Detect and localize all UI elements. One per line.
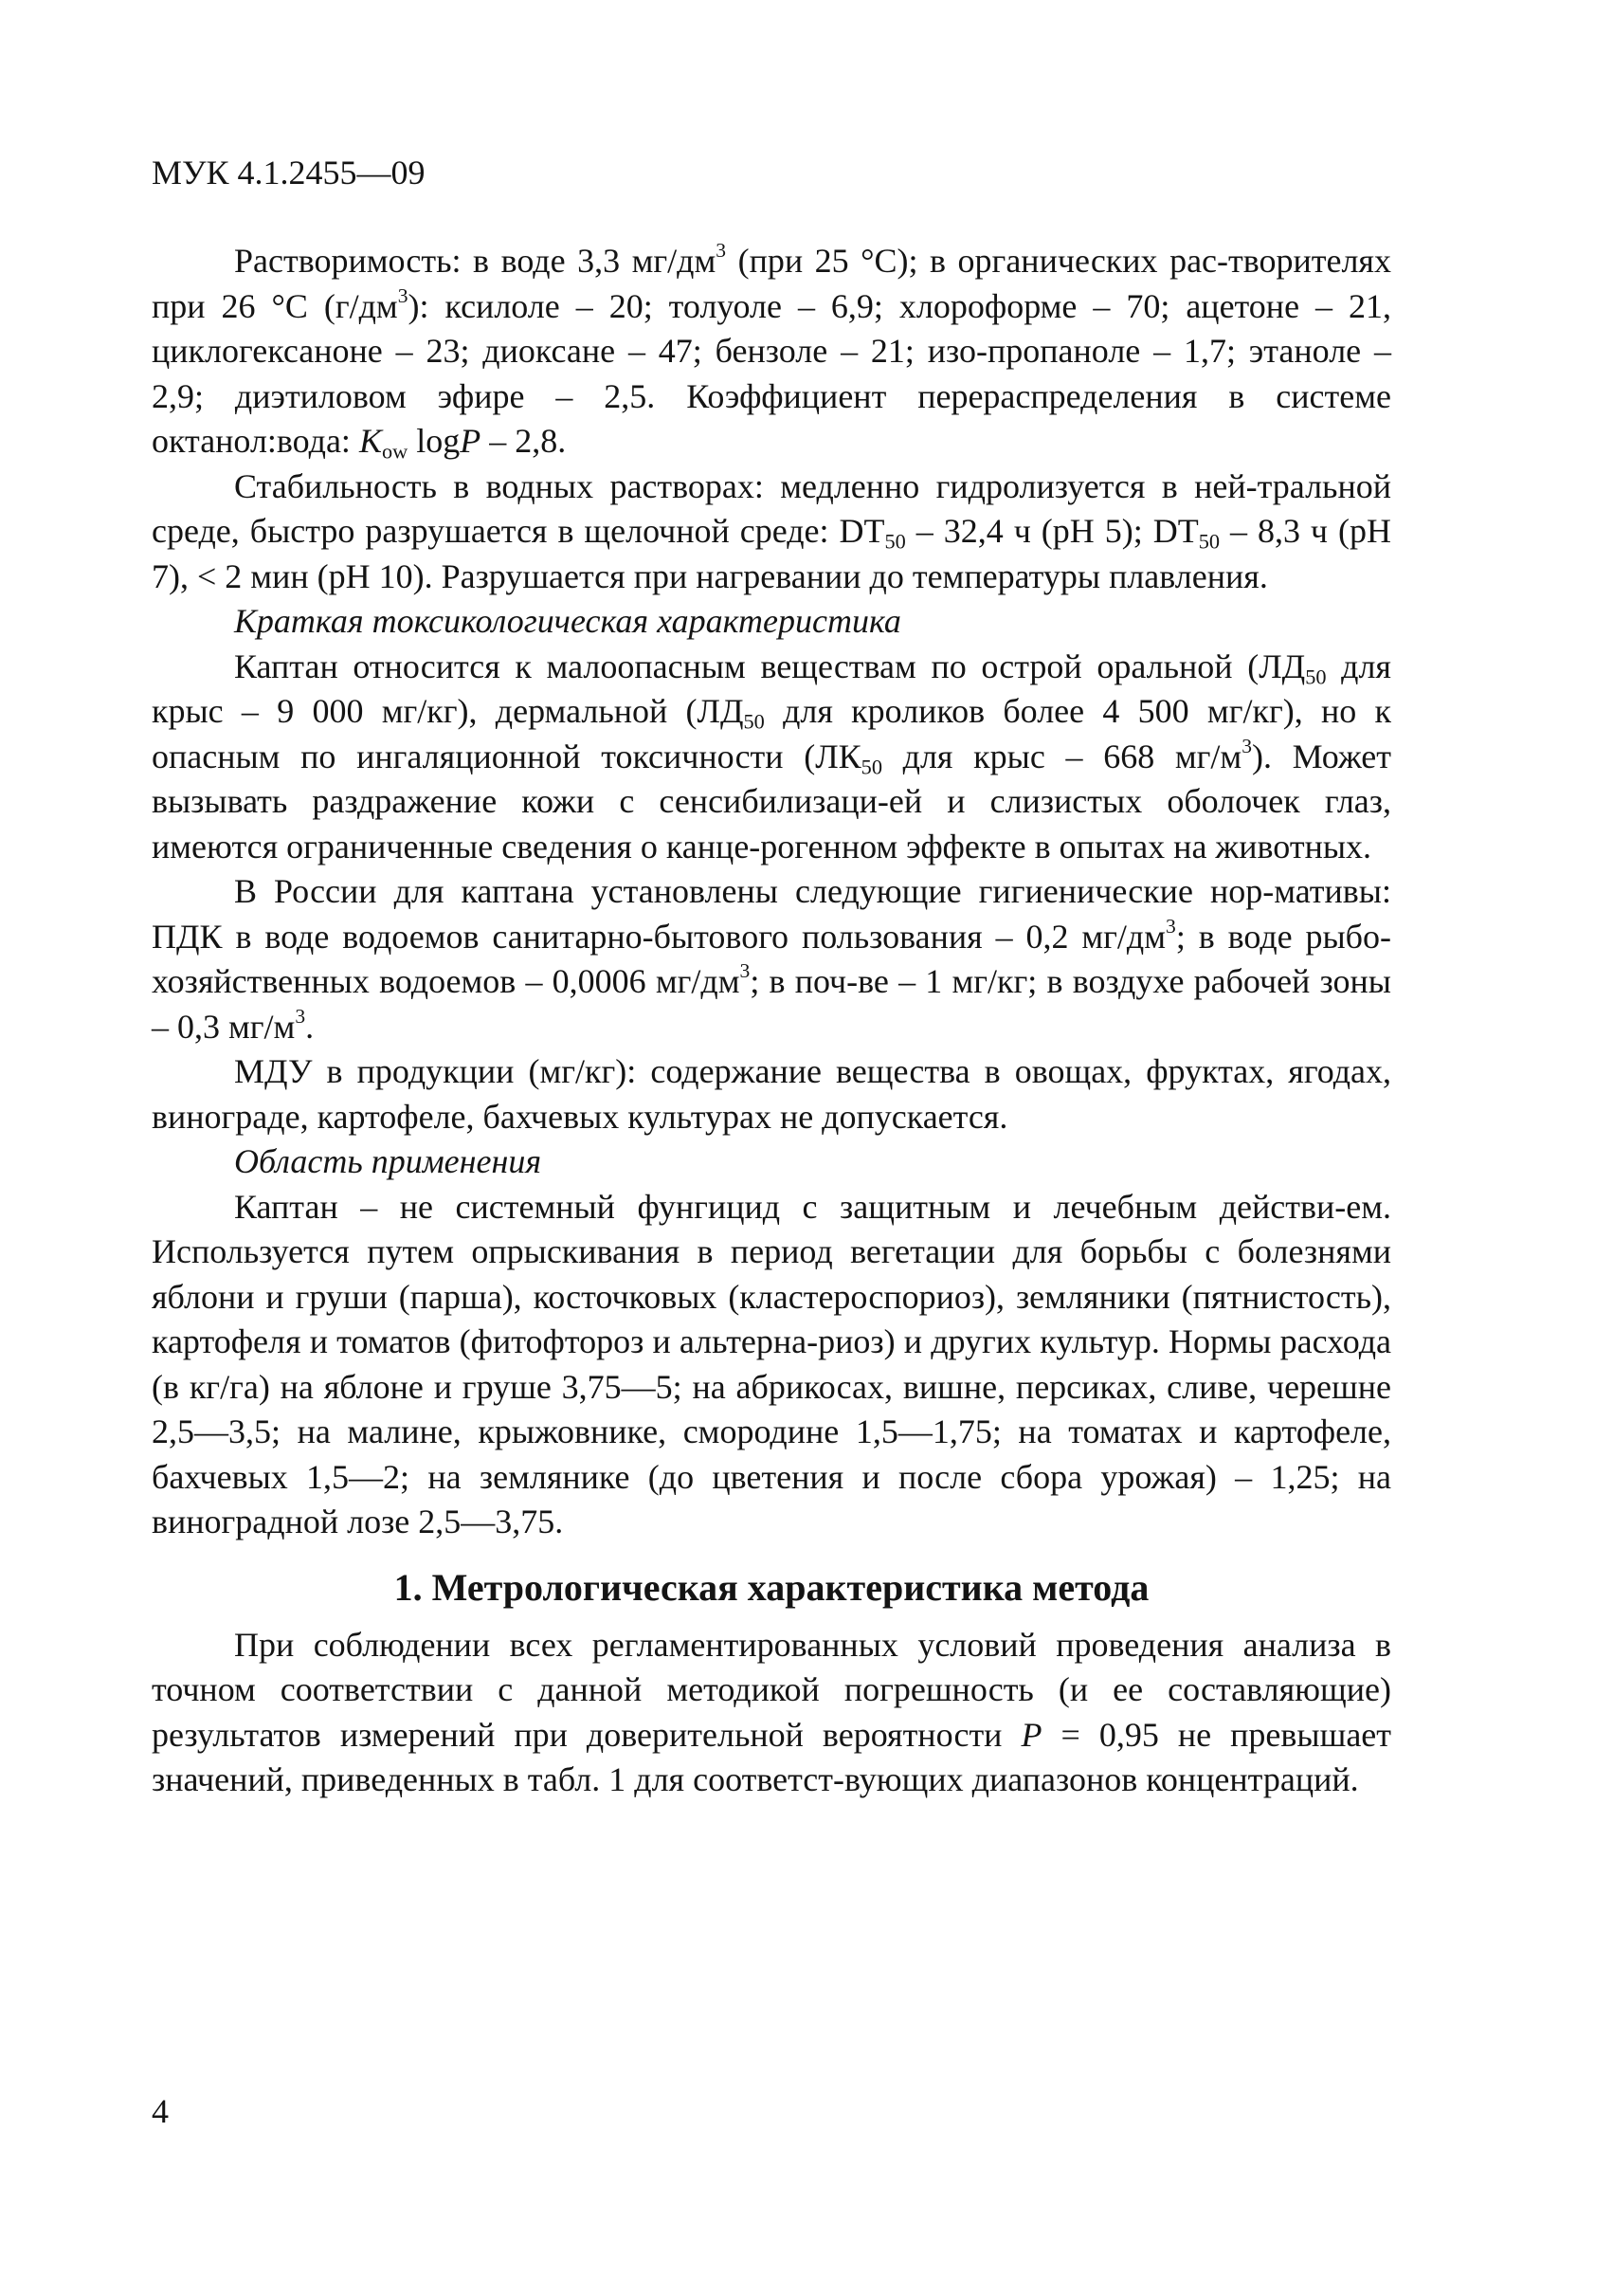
p-symbol: P — [1021, 1715, 1042, 1754]
logp-text: log — [408, 422, 461, 460]
solubility-solvents: ): ксилоле – 20; толуоле – 6,9; хлороформе – 70; ацетоне – 21, циклогексаноне – 23; диоксане – 47; бензоле – 21; изо-пропаноле – 1,7; этаноле – 2,9; диэтиловом эфире – 2,5. Коэффициент перераспределения в системе октанол:вода: — [152, 286, 1391, 460]
superscript-cube: 3 — [1166, 914, 1176, 938]
lc50-subscript: 50 — [861, 755, 882, 779]
superscript-cube: 3 — [716, 238, 727, 262]
ld50-subscript: 50 — [1305, 665, 1327, 689]
stability-paragraph — [152, 465, 1391, 600]
stability-part3: – 8,3 ч (pH 7), < 2 мин (pH 10). Разрушается при нагревании до температуры плавления. — [152, 512, 1391, 595]
norms-part4: . — [305, 1007, 315, 1046]
norms-part2: ; в воде рыбо-хозяйственных водоемов – 0,0006 мг/дм — [152, 917, 1391, 1000]
stability-part2: – 32,4 ч (pH 5); DT — [905, 512, 1199, 550]
page-number: 4 — [152, 2092, 169, 2130]
metrology-part2: = 0,95 не превышает значений, приведенных в табл. 1 для соответст-вующих диапазонов концентраций. — [152, 1715, 1392, 1798]
stability-intro: Стабильность в водных растворах: медленно гидролизуется в ней-тральной среде, быстро разрушается в щелочной среде: DT — [152, 466, 1391, 550]
toxicology-part4: для крыс – 668 мг/м — [881, 737, 1242, 775]
dt50-subscript: 50 — [1198, 529, 1221, 554]
mrl-paragraph: МДУ в продукции (мг/кг): содержание вещества в овощах, фруктах, ягодах, винограде, картофеле, бахчевых культурах не допускается. — [152, 1052, 1391, 1136]
kow-subscript: ow — [381, 439, 408, 464]
superscript-cube: 3 — [295, 1004, 306, 1028]
superscript-cube: 3 — [739, 958, 751, 982]
running-head: МУК 4.1.2455—09 — [152, 154, 426, 191]
solubility-water-tail: (при 25 °С); в органических рас-творителях при 26 °С (г/дм — [152, 242, 1391, 325]
toxicology-part1: Каптан относится к малоопасным веществам по острой оральной (ЛД — [234, 647, 1306, 685]
ld50-subscript: 50 — [743, 709, 765, 734]
dt50-subscript: 50 — [884, 529, 906, 554]
kow-symbol: K — [358, 422, 382, 460]
section-title: 1. Метрологическая характеристика метода — [393, 1565, 1150, 1609]
toxicology-paragraph — [152, 645, 1391, 870]
metrology-paragraph — [152, 1623, 1391, 1803]
superscript-cube: 3 — [397, 283, 408, 307]
logp-symbol: P — [460, 422, 481, 460]
norms-part1: В России для каптана установлены следующие гигиенические нор-мативы: ПДК в воде водоемов санитарно-бытового пользования – 0,2 мг/дм — [152, 872, 1391, 956]
solubility-intro: Растворимость: в воде 3,3 мг/дм — [234, 242, 716, 280]
solubility-paragraph — [152, 239, 1391, 465]
norms-paragraph — [152, 869, 1391, 1049]
toxicology-heading: Краткая токсикологическая характеристика — [234, 602, 901, 640]
toxicology-part2: для крыс – 9 000 мг/кг), дермальной (ЛД — [152, 647, 1391, 730]
logp-value: – 2,8. — [480, 422, 567, 460]
application-heading: Область применения — [234, 1142, 542, 1180]
application-paragraph: Каптан – не системный фунгицид с защитным и лечебным действи-ем. Используется путем опрыскивания в период вегетации для борьбы с болезнями яблони и груши (парша), косточковых (кластероспориоз), земляники (пятнистость), картофеля и томатов (фитофтороз и альтерна-риоз) и других культур. Нормы расхода (в кг/га) на яблоне и груше 3,75—5; на абрикосах, вишне, персиках, сливе, черешне 2,5—3,5; на малине, крыжовнике, смородине 1,5—1,75; на томатах и картофеле, бахчевых 1,5—2; на землянике (до цветения и после сбора урожая) – 1,25; на виноградной лозе 2,5—3,75. — [152, 1187, 1391, 1540]
norms-part3: ; в поч-ве – 1 мг/кг; в воздухе рабочей зоны – 0,3 мг/м — [152, 962, 1391, 1046]
superscript-cube: 3 — [1241, 734, 1252, 757]
body-text — [152, 239, 1391, 1803]
metrology-part1: При соблюдении всех регламентированных условий проведения анализа в точном соответствии с данной методикой погрешность (и ее составляющие) результатов измерений при доверительной вероятности — [152, 1625, 1391, 1754]
toxicology-part3: для кроликов более 4 500 мг/кг), но к опасным по ингаляционной токсичности (ЛК — [152, 692, 1391, 775]
toxicology-part5: ). Может вызывать раздражение кожи с сенсибилизаци-ей и слизистых оболочек глаз, имеются ограниченные сведения о канце-рогенном эффекте в опытах на животных. — [152, 737, 1391, 866]
